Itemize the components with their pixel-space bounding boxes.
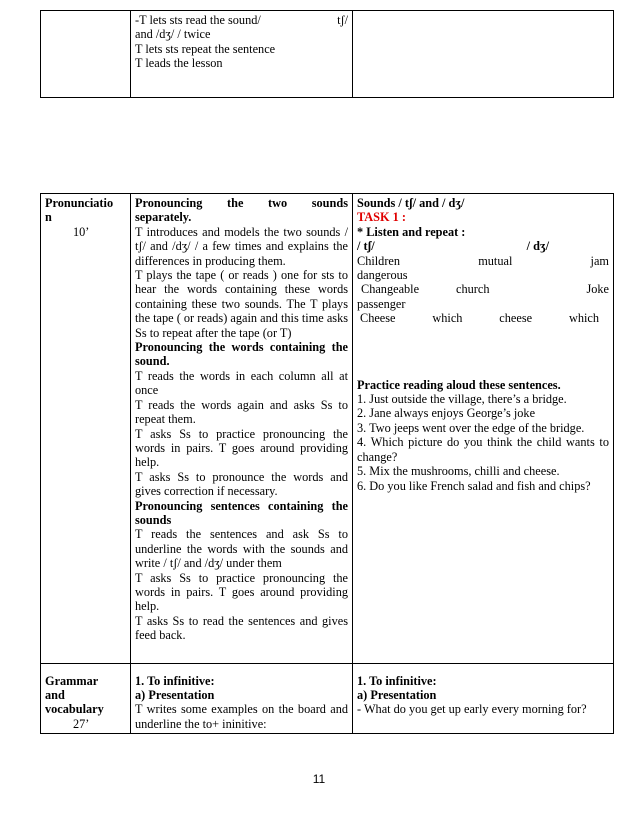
instruction: Practice reading aloud these sentences. bbox=[357, 377, 561, 392]
word: which bbox=[568, 311, 599, 326]
paragraph: T reads the sentences and ask Ss to underline the words with the sounds and write / tʃ/ and /dʒ/ under them bbox=[135, 527, 348, 571]
grammar-row bbox=[41, 663, 614, 734]
sentence: 5. Mix the mushrooms, chilli and cheese. bbox=[357, 464, 560, 479]
word: dangerous bbox=[357, 268, 408, 283]
paragraph: T asks Ss to practice pronouncing the words in pairs. T goes around providing help. bbox=[135, 426, 348, 470]
section-heading: a) Presentation bbox=[135, 688, 215, 702]
teacher-activities-cell bbox=[131, 194, 353, 664]
paragraph: T writes some examples on the board and underline the to+ ininitive: bbox=[135, 702, 348, 731]
stage-label: Grammar bbox=[45, 673, 99, 688]
word: Joke bbox=[586, 282, 609, 297]
procedure-line: T lets sts repeat the sentence bbox=[135, 41, 276, 56]
procedure-text: tʃ/ bbox=[337, 13, 348, 27]
pronunciation-row bbox=[41, 194, 614, 664]
paragraph: T asks Ss to read the sentences and gives feed back. bbox=[135, 613, 348, 643]
stage-time: 10’ bbox=[73, 224, 90, 239]
word-row bbox=[357, 311, 609, 325]
heading-word: the bbox=[227, 196, 244, 210]
table-row bbox=[41, 11, 614, 98]
word: church bbox=[456, 282, 490, 297]
sound-symbol: / tʃ/ bbox=[357, 239, 375, 254]
word: cheese bbox=[499, 311, 533, 326]
heading-word: sounds bbox=[311, 196, 348, 210]
procedure-line: and /dʒ/ / twice bbox=[135, 27, 211, 42]
word: jam bbox=[590, 253, 609, 268]
task-label: TASK 1 : bbox=[357, 210, 406, 225]
procedure-cell bbox=[131, 11, 353, 98]
section-heading: a) Presentation bbox=[357, 688, 437, 702]
page-number: 11 bbox=[312, 772, 326, 786]
student-activities-cell bbox=[353, 663, 614, 734]
section-heading: 1. To infinitive: bbox=[135, 673, 215, 688]
stage-label: vocabulary bbox=[45, 702, 104, 717]
sentence: 2. Jane always enjoys George’s joke bbox=[357, 406, 536, 421]
heading-word: Pronouncing bbox=[135, 196, 203, 210]
stage-label-cell bbox=[41, 663, 131, 734]
heading-word: two bbox=[268, 196, 288, 210]
stage-label-cell bbox=[41, 194, 131, 664]
section-heading bbox=[135, 196, 348, 210]
spacer bbox=[357, 326, 609, 378]
word: Children bbox=[357, 253, 401, 268]
student-activities-cell bbox=[353, 194, 614, 664]
paragraph: T introduces and models the two sounds / tʃ/ and /dʒ/ / a few times and explains the differences in producing them. bbox=[135, 224, 348, 268]
paragraph: T plays the tape ( or reads ) one for sts to hear the words containing these words containing these two sounds. The T plays the tape ( or reads) again and this time asks Ss to repeat after the tape (or T) bbox=[135, 268, 348, 340]
empty-cell bbox=[41, 11, 131, 98]
word-row bbox=[357, 254, 609, 268]
paragraph: - What do you get up early every morning for? bbox=[357, 702, 587, 717]
main-lesson-table bbox=[40, 193, 614, 734]
section-heading: Pronouncing sentences containing the sounds bbox=[135, 498, 348, 527]
section-heading: 1. To infinitive: bbox=[357, 673, 437, 688]
sentence: 1. Just outside the village, there’s a bridge. bbox=[357, 392, 567, 407]
section-heading: Sounds / tʃ/ and / dʒ/ bbox=[357, 196, 465, 210]
teacher-activities-cell bbox=[131, 663, 353, 734]
sound-symbol: / dʒ/ bbox=[526, 239, 549, 254]
stage-label: Pronunciatio bbox=[45, 196, 114, 210]
word: mutual bbox=[478, 253, 513, 268]
section-heading: separately. bbox=[135, 210, 192, 225]
stage-label: n bbox=[45, 210, 52, 225]
paragraph: T asks Ss to practice pronouncing the words in pairs. T goes around providing help. bbox=[135, 570, 348, 614]
word: which bbox=[432, 311, 463, 326]
stage-time: 27’ bbox=[73, 716, 90, 731]
sentence: 3. Two jeeps went over the edge of the bridge. bbox=[357, 420, 585, 435]
word: Changeable bbox=[361, 282, 420, 297]
procedure-text: -T lets sts read the sound/ bbox=[135, 13, 261, 27]
word: passenger bbox=[357, 296, 406, 311]
procedure-line: T leads the lesson bbox=[135, 56, 223, 71]
section-heading: Pronouncing the words containing the sound. bbox=[135, 340, 348, 369]
instruction: * Listen and repeat : bbox=[357, 224, 466, 239]
word: Cheese bbox=[360, 311, 396, 326]
sentence: 6. Do you like French salad and fish and chips? bbox=[357, 478, 591, 493]
paragraph: T reads the words in each column all at once bbox=[135, 368, 348, 398]
empty-cell bbox=[353, 11, 614, 98]
paragraph: T asks Ss to pronounce the words and gives correction if necessary. bbox=[135, 469, 348, 499]
procedure-line bbox=[135, 13, 348, 27]
word-row bbox=[357, 282, 609, 296]
sound-symbols bbox=[357, 239, 609, 253]
top-lesson-table bbox=[40, 10, 614, 98]
stage-label: and bbox=[45, 688, 65, 702]
paragraph: T reads the words again and asks Ss to repeat them. bbox=[135, 397, 348, 427]
sentence: 4. Which picture do you think the child wants to change? bbox=[357, 435, 609, 464]
